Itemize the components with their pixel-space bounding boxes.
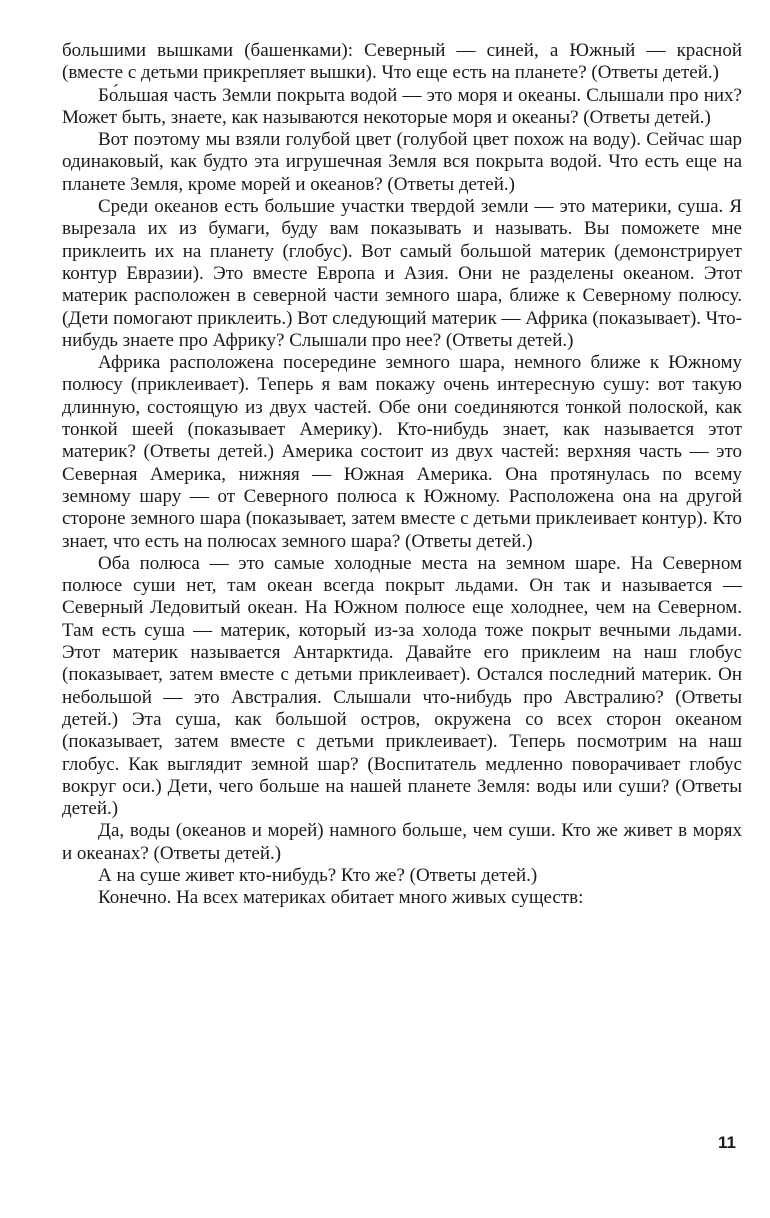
- page-number: 11: [718, 1133, 736, 1152]
- paragraph-2: Бо́льшая часть Земли покрыта водой — это моря и океаны. Слышали про них? Может быть, знаете, как называются некоторые моря и океаны? (Ответы детей.): [62, 84, 742, 128]
- paragraph-4: Среди океанов есть большие участки твердой земли — это материки, суша. Я вырезала их из бумаги, буду вам показывать и называть. Вы поможете мне приклеить их на планету (глобус). Вот самый большой материк (демонстрирует контур Евразии). Это вместе Европа и Азия. Они не разделены океаном. Этот материк расположен в северной части земного шара, ближе к Северному полюсу. (Дети помогают приклеить.) Вот следующий материк — Африка (показывает). Что-нибудь знаете про Африку? Слышали про нее? (Ответы детей.): [62, 196, 742, 351]
- paragraph-8: А на суше живет кто-нибудь? Кто же? (Ответы детей.): [98, 864, 538, 886]
- paragraph-3: Вот поэтому мы взяли голубой цвет (голубой цвет похож на воду). Сейчас шар одинаковый, как будто эта игрушечная Земля вся покрыта водой. Что есть еще на планете Земля, кроме морей и океанов? (Ответы детей.): [62, 129, 742, 195]
- paragraph-7: Да, воды (океанов и морей) намного больше, чем суши. Кто же живет в морях и океанах? (Ответы детей.): [62, 820, 742, 864]
- page-body: [62, 40, 742, 910]
- paragraph-6: Оба полюса — это самые холодные места на земном шаре. На Северном полюсе суши нет, там океан всегда покрыт льдами. Он так и называется — Северный Ледовитый океан. На Южном полюсе еще холоднее, чем на Северном. Там есть суша — материк, который из-за холода тоже покрыт вечными льдами. Этот материк называется Антарктида. Давайте его приклеим на наш глобус (показывает, затем вместе с детьми приклеивает). Остался последний материк. Он небольшой — это Австралия. Слышали что-нибудь про Австралию? (Ответы детей.) Эта суша, как большой остров, окружена со всех сторон океаном (показывает, затем вместе с детьми приклеивает). Теперь посмотрим на наш глобус. Как выглядит земной шар? (Воспитатель медленно поворачивает глобус вокруг оси.) Дети, чего больше на нашей планете Земля: воды или суши? (Ответы детей.): [62, 552, 742, 820]
- paragraph-9: Конечно. На всех материках обитает много живых существ:: [98, 887, 584, 909]
- paragraph-5: Африка расположена посередине земного шара, немного ближе к Южному полюсу (приклеивает). Теперь я вам покажу очень интересную сушу: вот такую длинную, состоящую из двух частей. Обе они соединяются тонкой полоской, как тонкой шеей (показывает Америку). Кто-нибудь знает, как называется этот материк? (Ответы детей.) Америка состоит из двух частей: верхняя часть — это Северная Америка, нижняя — Южная Америка. Она протянулась по всему земному шару — от Северного полюса к Южному. Расположена она на другой стороне земного шара (показывает, затем вместе с детьми приклеивает контур). Кто знает, что есть на полюсах земного шара? (Ответы детей.): [62, 352, 742, 552]
- paragraph-1: большими вышками (башенками): Северный — синей, а Южный — красной (вместе с детьми прикрепляет вышки). Что еще есть на планете? (Ответы детей.): [62, 40, 742, 84]
